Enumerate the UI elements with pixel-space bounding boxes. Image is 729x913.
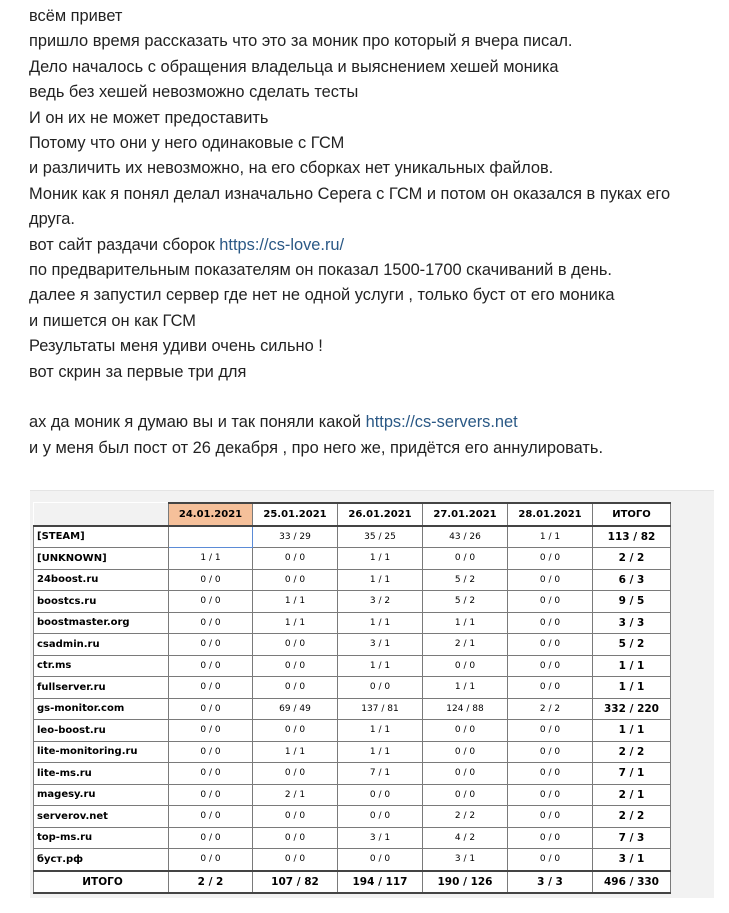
table-cell: 1 / 1 (338, 612, 423, 634)
table-row (34, 720, 671, 742)
row-total: 496 / 330 (593, 871, 671, 894)
table-cell: 0 / 0 (253, 849, 338, 871)
table-cell: 7 / 1 (338, 763, 423, 785)
row-name: gs-monitor.com (34, 698, 169, 720)
table-cell: 0 / 0 (253, 720, 338, 742)
table-cell: 0 / 0 (169, 612, 253, 634)
table-cell: 2 / 2 (423, 806, 508, 828)
table-cell: 0 / 0 (508, 655, 593, 677)
table-row (34, 634, 671, 656)
table-cell: 5 / 2 (423, 569, 508, 591)
table-cell: 0 / 0 (423, 548, 508, 570)
table-row (34, 548, 671, 570)
row-name: ctr.ms (34, 655, 169, 677)
post-line: Дело началось с обращения владельца и выяснением хешей моника (29, 57, 559, 76)
table-cell: 1 / 1 (169, 548, 253, 570)
table-cell: 0 / 0 (253, 827, 338, 849)
post-line-text: ах да моник я думаю вы и так поняли какой (29, 413, 366, 432)
table-cell: 0 / 0 (169, 698, 253, 720)
post-text (29, 4, 719, 461)
table-cell: 190 / 126 (423, 871, 508, 894)
table-cell: 0 / 0 (508, 741, 593, 763)
table-cell: 0 / 0 (338, 849, 423, 871)
table-cell: 0 / 0 (253, 763, 338, 785)
column-header: 26.01.2021 (338, 503, 423, 526)
post-line: и пишется он как ГСМ (29, 311, 196, 330)
table-cell: 1 / 1 (338, 655, 423, 677)
post-line-with-link (29, 410, 719, 435)
row-total: 3 / 1 (593, 849, 671, 871)
row-total: 6 / 3 (593, 569, 671, 591)
table-cell: 69 / 49 (253, 698, 338, 720)
row-total: 1 / 1 (593, 720, 671, 742)
table-cell: 137 / 81 (338, 698, 423, 720)
table-cell: 1 / 1 (338, 720, 423, 742)
row-name: [STEAM] (34, 526, 169, 548)
table-cell: 33 / 29 (253, 526, 338, 548)
row-name: boostcs.ru (34, 591, 169, 613)
row-total: 9 / 5 (593, 591, 671, 613)
table-cell: 1 / 1 (423, 677, 508, 699)
row-total: 5 / 2 (593, 634, 671, 656)
table-cell: 35 / 25 (338, 526, 423, 548)
row-name: lite-monitoring.ru (34, 741, 169, 763)
table-row (34, 569, 671, 591)
cs-servers-link[interactable]: https://cs-servers.net (365, 413, 518, 432)
column-header: 25.01.2021 (253, 503, 338, 526)
row-total: 7 / 3 (593, 827, 671, 849)
row-total: 332 / 220 (593, 698, 671, 720)
column-header-total: ИТОГО (593, 503, 671, 526)
table-cell: 0 / 0 (508, 612, 593, 634)
table-cell: 2 / 1 (423, 634, 508, 656)
post-line: друга. (29, 210, 75, 229)
table-cell: 3 / 2 (338, 591, 423, 613)
table-row (34, 591, 671, 613)
table-cell: 0 / 0 (508, 569, 593, 591)
table-cell: 2 / 2 (508, 698, 593, 720)
table-header-row (34, 503, 671, 526)
table-row (34, 612, 671, 634)
table-row (34, 741, 671, 763)
table-row (34, 698, 671, 720)
row-name: magesy.ru (34, 784, 169, 806)
table-cell: 0 / 0 (508, 720, 593, 742)
table-cell: 2 / 1 (253, 784, 338, 806)
row-total: 3 / 3 (593, 612, 671, 634)
table-cell: 0 / 0 (508, 634, 593, 656)
table-cell: 0 / 0 (423, 720, 508, 742)
row-total: 2 / 2 (593, 806, 671, 828)
post-line-text: вот сайт раздачи сборок (29, 235, 220, 254)
table-cell: 3 / 1 (338, 827, 423, 849)
table-corner (34, 503, 169, 526)
column-header: 24.01.2021 (169, 503, 253, 526)
table-cell: 0 / 0 (169, 634, 253, 656)
table-cell: 0 / 0 (169, 677, 253, 699)
row-name: буст.рф (34, 849, 169, 871)
post-line: всём привет (29, 7, 123, 25)
table-cell: 0 / 0 (508, 591, 593, 613)
table-cell: 0 / 0 (169, 741, 253, 763)
table-cell: 0 / 0 (508, 763, 593, 785)
row-name: boostmaster.org (34, 612, 169, 634)
table-row (34, 763, 671, 785)
column-header: 27.01.2021 (423, 503, 508, 526)
table-row (34, 827, 671, 849)
table-cell: 0 / 0 (423, 741, 508, 763)
table-cell: 0 / 0 (169, 827, 253, 849)
table-cell: 0 / 0 (169, 720, 253, 742)
table-cell: 2 / 2 (169, 871, 253, 894)
table-cell: 0 / 0 (169, 806, 253, 828)
post-line: Потому что они у него одинаковые с ГСМ (29, 134, 345, 153)
table-cell: 107 / 82 (253, 871, 338, 894)
table-cell: 1 / 1 (253, 741, 338, 763)
row-name: top-ms.ru (34, 827, 169, 849)
table-cell: 0 / 0 (169, 849, 253, 871)
stats-screenshot[interactable] (30, 490, 714, 898)
table-cell: 0 / 0 (169, 784, 253, 806)
table-footer-row (34, 871, 671, 894)
stats-table (33, 502, 671, 894)
cs-love-link[interactable]: https://cs-love.ru/ (219, 235, 345, 254)
table-cell: 124 / 88 (423, 698, 508, 720)
row-total: 1 / 1 (593, 655, 671, 677)
post-line: вот скрин за первые три для (29, 362, 247, 381)
table-cell: 3 / 1 (338, 634, 423, 656)
row-name: ИТОГО (34, 871, 169, 894)
post-line: Моник как я понял делал изначально Серега с ГСМ и потом он оказался в пуках его (29, 184, 671, 203)
post-line: и у меня был пост от 26 декабря , про него же, придётся его аннулировать. (29, 438, 604, 457)
table-cell: 0 / 0 (253, 806, 338, 828)
row-total: 2 / 2 (593, 741, 671, 763)
row-name: 24boost.ru (34, 569, 169, 591)
table-row (34, 655, 671, 677)
table-cell: 43 / 26 (423, 526, 508, 548)
table-cell: 1 / 1 (253, 612, 338, 634)
row-total: 113 / 82 (593, 526, 671, 548)
table-cell: 3 / 3 (508, 871, 593, 894)
post-line: далее я запустил сервер где нет не одной услуги , только буст от его моника (29, 286, 615, 305)
post-line: и различить их невозможно, на его сборках нет уникальных файлов. (29, 159, 554, 178)
table-cell (169, 526, 253, 548)
row-total: 2 / 2 (593, 548, 671, 570)
table-cell: 0 / 0 (253, 677, 338, 699)
table-cell: 0 / 0 (508, 548, 593, 570)
post-line: по предварительным показателям он показал 1500-1700 скачиваний в день. (29, 261, 612, 280)
table-cell: 0 / 0 (508, 784, 593, 806)
column-header: 28.01.2021 (508, 503, 593, 526)
table-cell: 4 / 2 (423, 827, 508, 849)
table-cell: 0 / 0 (508, 677, 593, 699)
table-cell: 1 / 1 (508, 526, 593, 548)
row-name: csadmin.ru (34, 634, 169, 656)
row-name: leo-boost.ru (34, 720, 169, 742)
table-cell: 3 / 1 (423, 849, 508, 871)
table-cell: 1 / 1 (423, 612, 508, 634)
table-cell: 0 / 0 (508, 806, 593, 828)
table-cell: 0 / 0 (423, 784, 508, 806)
table-cell: 5 / 2 (423, 591, 508, 613)
table-cell: 1 / 1 (338, 741, 423, 763)
table-cell: 0 / 0 (508, 849, 593, 871)
table-cell: 0 / 0 (169, 655, 253, 677)
table-cell: 0 / 0 (338, 677, 423, 699)
row-total: 7 / 1 (593, 763, 671, 785)
table-row (34, 849, 671, 871)
table-cell: 0 / 0 (253, 569, 338, 591)
row-name: serverov.net (34, 806, 169, 828)
row-name: fullserver.ru (34, 677, 169, 699)
post-line: ведь без хешей невозможно сделать тесты (29, 83, 359, 102)
table-cell: 0 / 0 (338, 784, 423, 806)
row-name: lite-ms.ru (34, 763, 169, 785)
table-cell: 0 / 0 (508, 827, 593, 849)
table-row (34, 784, 671, 806)
table-row (34, 526, 671, 548)
table-cell: 0 / 0 (169, 569, 253, 591)
table-cell: 0 / 0 (423, 655, 508, 677)
table-cell: 0 / 0 (253, 548, 338, 570)
table-cell: 0 / 0 (338, 806, 423, 828)
post-line-with-link (29, 233, 719, 258)
table-cell: 0 / 0 (423, 763, 508, 785)
table-row (34, 806, 671, 828)
table-cell: 1 / 1 (338, 569, 423, 591)
table-cell: 1 / 1 (338, 548, 423, 570)
table-cell: 0 / 0 (169, 591, 253, 613)
table-row (34, 677, 671, 699)
post-line: И он их не может предоставить (29, 108, 269, 127)
row-name: [UNKNOWN] (34, 548, 169, 570)
row-total: 2 / 1 (593, 784, 671, 806)
row-total: 1 / 1 (593, 677, 671, 699)
post-line: Результаты меня удиви очень сильно ! (29, 337, 323, 356)
blank-line (29, 385, 719, 410)
table-cell: 1 / 1 (253, 591, 338, 613)
table-cell: 0 / 0 (253, 634, 338, 656)
table-cell: 0 / 0 (253, 655, 338, 677)
post-line: пришло время рассказать что это за моник про который я вчера писал. (29, 32, 573, 51)
table-cell: 194 / 117 (338, 871, 423, 894)
table-cell: 0 / 0 (169, 763, 253, 785)
